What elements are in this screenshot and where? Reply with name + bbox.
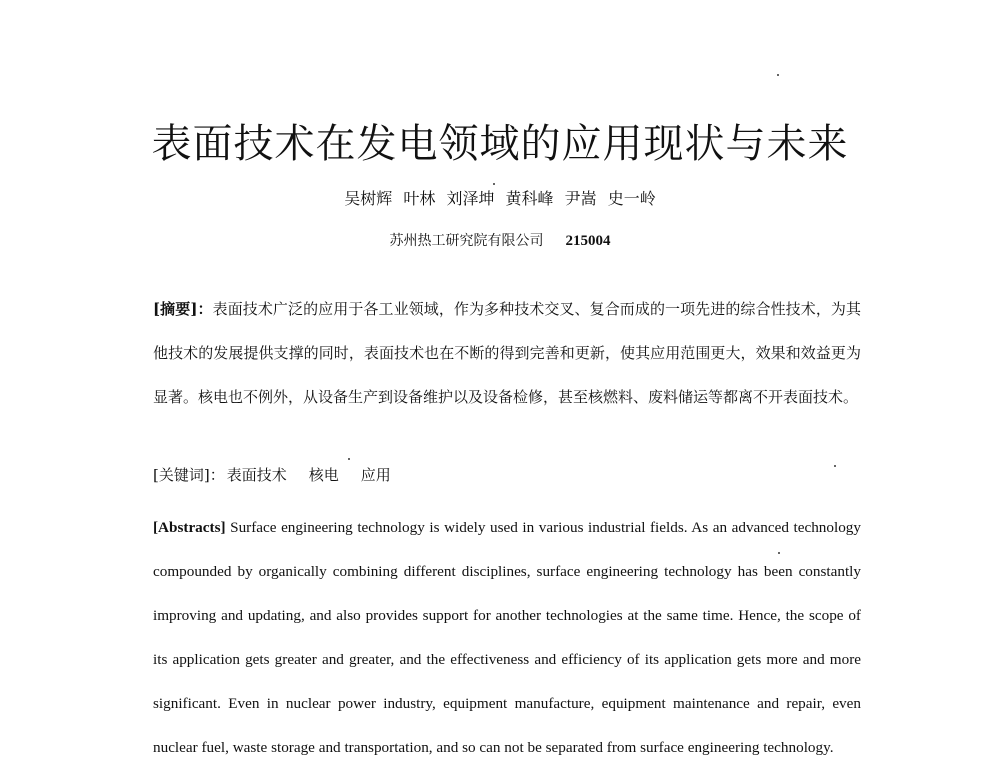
- keywords-label: [关键词]：: [153, 466, 225, 484]
- chinese-abstract-label: [摘要]：: [153, 300, 213, 318]
- postal-code: 215004: [565, 233, 611, 249]
- chinese-abstract: [153, 287, 861, 419]
- keyword: 表面技术: [226, 466, 287, 484]
- scan-speck: [493, 183, 495, 185]
- affiliation-line: [0, 230, 1000, 252]
- chinese-abstract-text: 表面技术广泛的应用于各工业领域，作为多种技术交叉、复合而成的一项先进的综合性技术，为其他技术的发展提供支撑的同时，表面技术也在不断的得到完善和更新，使其应用范围更大，效果和效益更为显著。核电也不例外，从设备生产到设备维护以及设备检修，甚至核燃料、废料储运等都离不开表面技术。: [153, 300, 861, 406]
- scan-speck: [777, 74, 779, 76]
- affiliation: 苏州热工研究院有限公司: [389, 233, 544, 249]
- english-abstract: [153, 506, 861, 770]
- keyword: 应用: [360, 466, 391, 484]
- keyword: 核电: [308, 466, 339, 484]
- english-abstract-label: [Abstracts]: [153, 519, 226, 536]
- paper-title: 表面技术在发电领域的应用现状与未来: [151, 121, 849, 167]
- author-list: 吴树辉 叶林 刘泽坤 黄科峰 尹嵩 史一岭: [344, 189, 656, 208]
- keywords: [153, 462, 861, 488]
- english-abstract-text: Surface engineering technology is widely used in various industrial fields. As an advanced technology compounded by organically combining different disciplines, surface engineering technology has been constantly improving and updating, and also provides support for another technologies at the same time. Hence, the scope of its application gets greater and greater, and the effectiveness and efficiency of its application gets more and more significant. Even in nuclear power industry, equipment manufacture, equipment maintenance and repair, even nuclear fuel, waste storage and transportation, and so can not be separated from surface engineering technology.: [153, 519, 861, 756]
- scan-speck: [348, 458, 350, 460]
